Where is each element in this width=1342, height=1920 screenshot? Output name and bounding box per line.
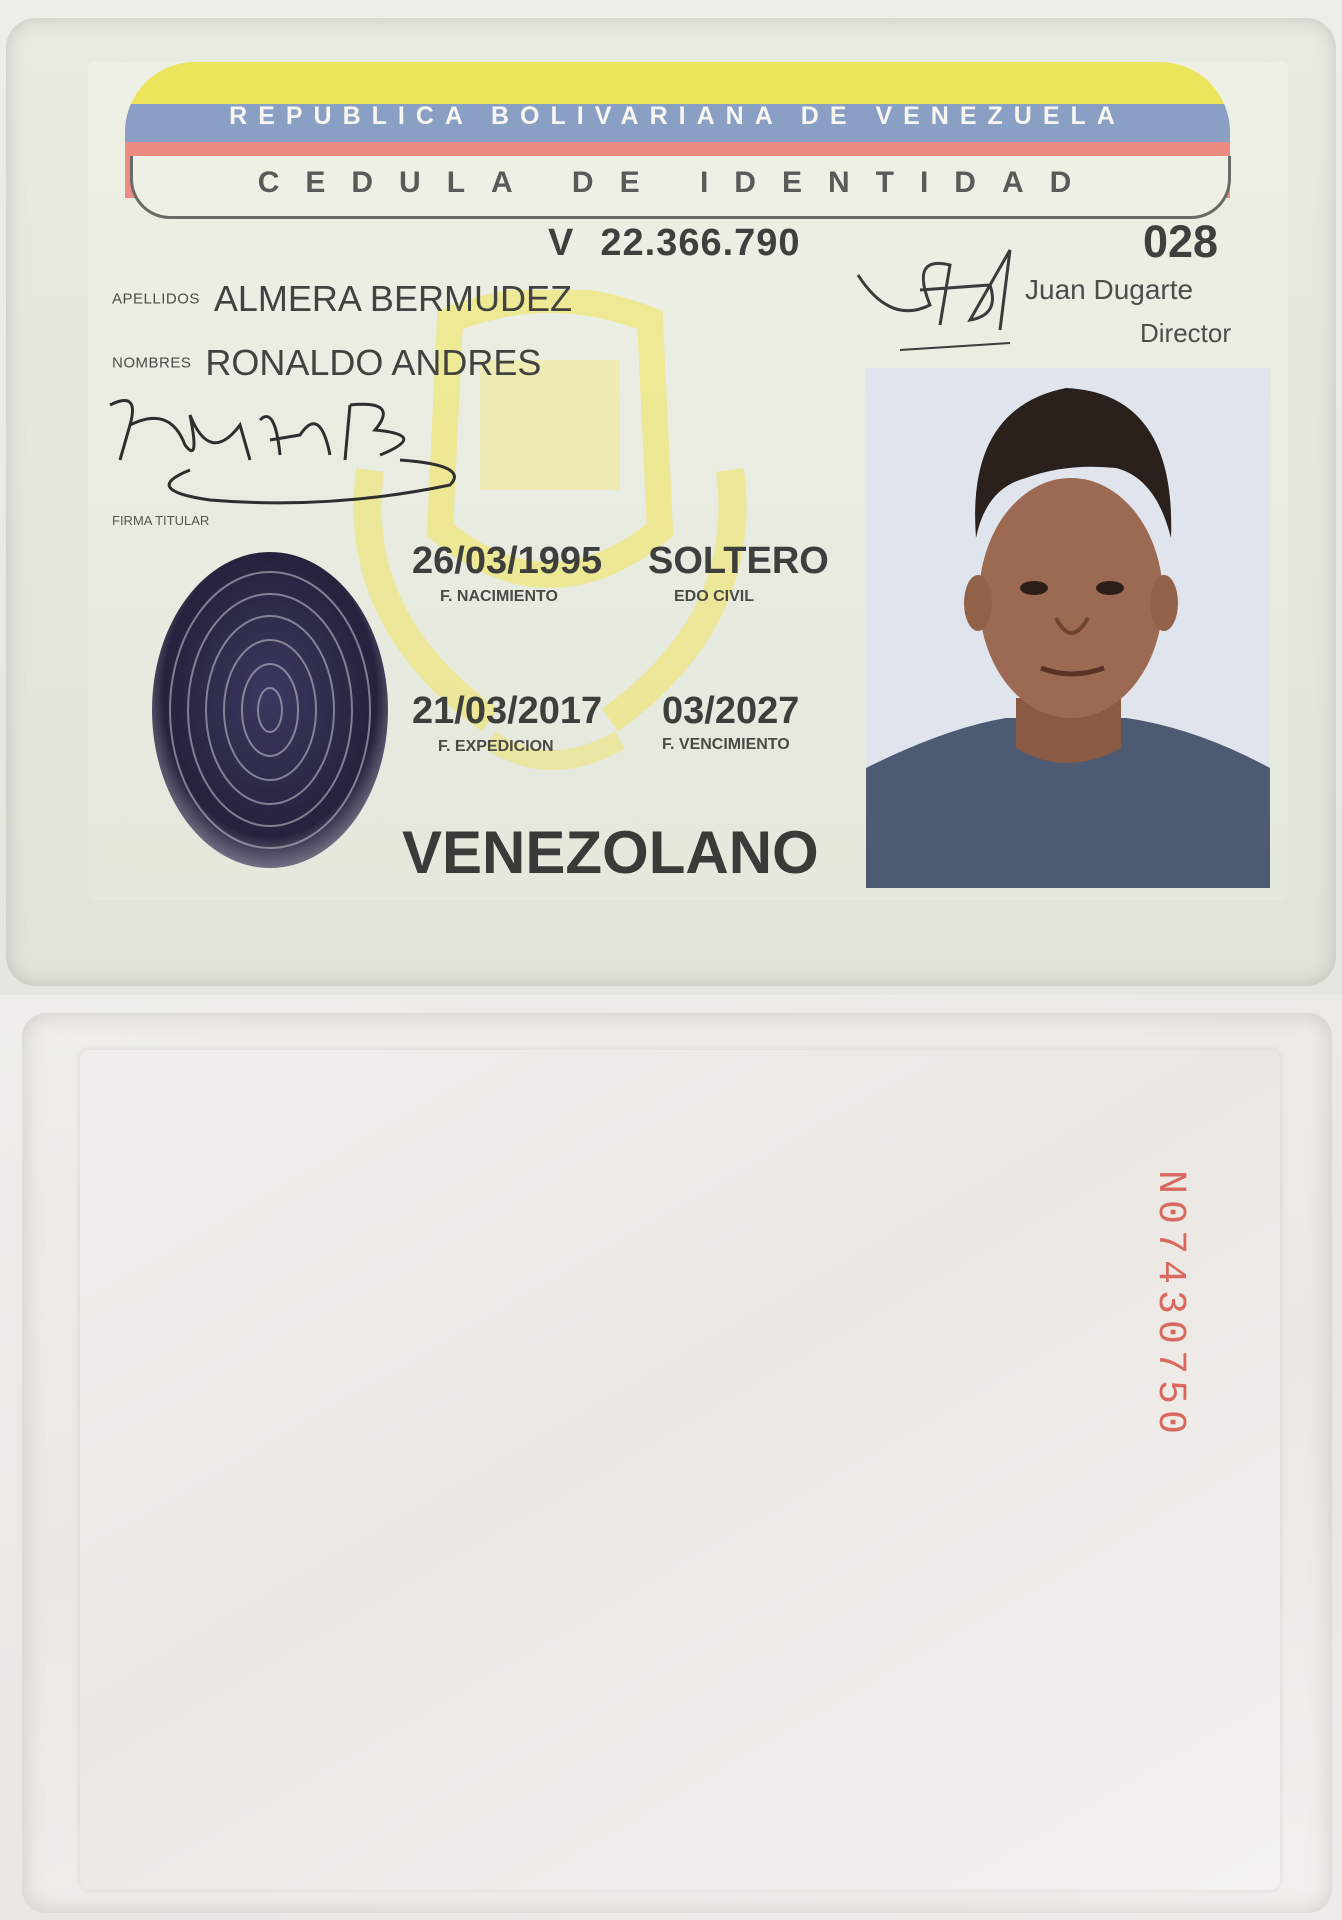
id-prefix: V: [548, 222, 575, 264]
id-card-back: [0, 995, 1342, 1920]
holder-signature: [100, 385, 480, 515]
country-name: REPUBLICA BOLIVARIANA DE VENEZUELA: [229, 102, 1126, 130]
director-name: Juan Dugarte: [1025, 274, 1194, 305]
id-number-value: 22.366.790: [600, 222, 801, 264]
director-signature: [850, 235, 1020, 355]
birth-date-label: F. NACIMIENTO: [440, 588, 558, 605]
holder-portrait: [866, 368, 1270, 888]
flag-stripe-yellow: [125, 62, 1230, 104]
nationality: VENEZOLANO: [402, 819, 819, 886]
fingerprint: [140, 540, 400, 870]
birth-date-value: 26/03/1995: [412, 540, 603, 582]
issue-date-value: 21/03/2017: [412, 690, 603, 732]
director-title: Director: [1140, 318, 1232, 348]
expiry-date-value: 03/2027: [662, 690, 800, 732]
surname-value: ALMERA BERMUDEZ: [213, 278, 572, 319]
surname-label: APELLIDOS: [112, 290, 200, 308]
card-back-surface: [80, 1050, 1280, 1890]
given-names-value: RONALDO ANDRES: [205, 342, 542, 383]
holder-photo: [866, 368, 1270, 888]
surname-row: [112, 278, 572, 320]
civil-status-label: EDO CIVIL: [674, 588, 755, 605]
expiry-date-label: F. VENCIMIENTO: [662, 736, 790, 753]
given-names-label: NOMBRES: [112, 354, 192, 372]
given-names-row: [112, 342, 541, 384]
issue-date-label: F. EXPEDICION: [438, 738, 554, 755]
serial-number: N07430750: [1147, 1170, 1192, 1441]
id-number: [548, 222, 801, 265]
civil-status-value: SOLTERO: [648, 540, 829, 582]
card-code: 028: [1143, 216, 1219, 267]
document-type: CEDULA DE IDENTIDAD: [257, 166, 1098, 199]
holder-signature-label: FIRMA TITULAR: [112, 513, 210, 528]
